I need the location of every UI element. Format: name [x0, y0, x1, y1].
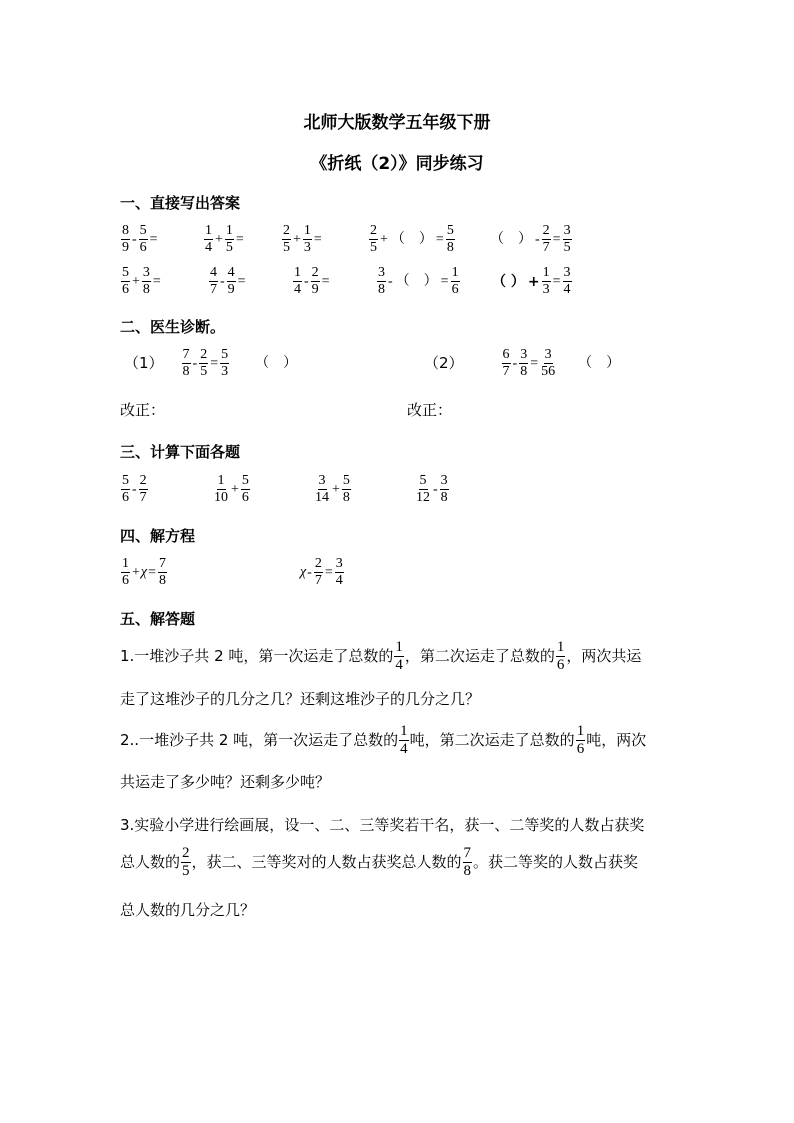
problem-2-line-1: 2..一堆沙子共 2 吨，第一次运走了总数的 $\frac{1}{4}$ 吨，第二次运走了总数的 $\frac{1}{6}$ 吨，两次: [120, 723, 647, 757]
page-title: 北师大版数学五年级下册: [303, 113, 491, 133]
problem-1-line-2: 走了这堆沙子的几分之几？还剩这堆沙子的几分之几？: [120, 690, 481, 708]
page-subtitle: 《折纸（2）》同步练习: [310, 154, 484, 174]
diagnose-q2: （2） $\frac{6}{7}$ - $\frac{3}{8}$ = $\frac{3}{56}$ （ ）: [424, 347, 621, 379]
problem-2-line-2: 共运走了多少吨？还剩多少吨？: [120, 773, 331, 791]
problem-1-line-1: 1.一堆沙子共 2 吨，第一次运走了总数的 $\frac{1}{4}$ ，第二次运走了总数的 $\frac{1}{6}$ ，两次共运: [120, 639, 642, 673]
s1-r2-e2: $\frac{4}{7}$ - $\frac{4}{9}$ =: [210, 265, 246, 297]
problem-3-line-1: 3.实验小学进行绘画展，设一、二、三等奖若干名，获一、二等奖的人数占获奖: [120, 816, 645, 834]
s1-r2-e5: （ ） + $\frac{1}{3}$ = $\frac{3}{4}$: [492, 265, 571, 297]
s1-r2-e4: $\frac{3}{8}$ - （ ） = $\frac{1}{6}$: [378, 265, 459, 297]
section-3-heading: 三、计算下面各题: [120, 443, 241, 461]
section-4-heading: 四、解方程: [120, 527, 196, 545]
s1-r2-e1: $\frac{5}{6}$ + $\frac{3}{8}$ =: [122, 265, 161, 297]
correction-label-1: 改正：: [120, 401, 166, 419]
equation-2: χ- $\frac{2}{7}$ = $\frac{3}{4}$: [300, 556, 343, 588]
s1-r1-e3: $\frac{2}{5}$ + $\frac{1}{3}$ =: [283, 223, 322, 255]
section-1-heading: 一、直接写出答案: [120, 194, 241, 212]
calc-e4: $\frac{5}{12}$ - $\frac{3}{8}$: [416, 473, 448, 505]
s1-r2-e3: $\frac{1}{4}$ - $\frac{2}{9}$ =: [294, 265, 330, 297]
calc-e2: $\frac{1}{10}$ + $\frac{5}{6}$: [214, 473, 249, 505]
equation-1: $\frac{1}{6}$ +χ= $\frac{7}{8}$: [122, 556, 166, 588]
s1-r1-e5: （ ） - $\frac{2}{7}$ = $\frac{3}{5}$: [490, 223, 571, 255]
s1-r1-e4: $\frac{2}{5}$ + （ ） = $\frac{5}{8}$: [370, 223, 454, 255]
diagnose-q1: （1） $\frac{7}{8}$ - $\frac{2}{5}$ = $\frac{5}{3}$ （ ）: [124, 347, 298, 379]
calc-e3: $\frac{3}{14}$ + $\frac{5}{8}$: [315, 473, 350, 505]
problem-3-line-2: 总人数的 $\frac{2}{5}$ ，获二、三等奖对的人数占获奖总人数的 $\frac{7}{8}$ 。获二等奖的人数占获奖: [120, 845, 639, 879]
section-5-heading: 五、解答题: [120, 610, 196, 628]
problem-3-line-3: 总人数的几分之几？: [120, 901, 256, 919]
section-2-heading: 二、医生诊断。: [120, 318, 226, 336]
s1-r1-e1: $\frac{8}{9}$ - $\frac{5}{6}$ =: [122, 223, 158, 255]
calc-e1: $\frac{5}{6}$ - $\frac{2}{7}$: [122, 473, 147, 505]
correction-label-2: 改正：: [407, 401, 453, 419]
s1-r1-e2: $\frac{1}{4}$ + $\frac{1}{5}$ =: [205, 223, 244, 255]
